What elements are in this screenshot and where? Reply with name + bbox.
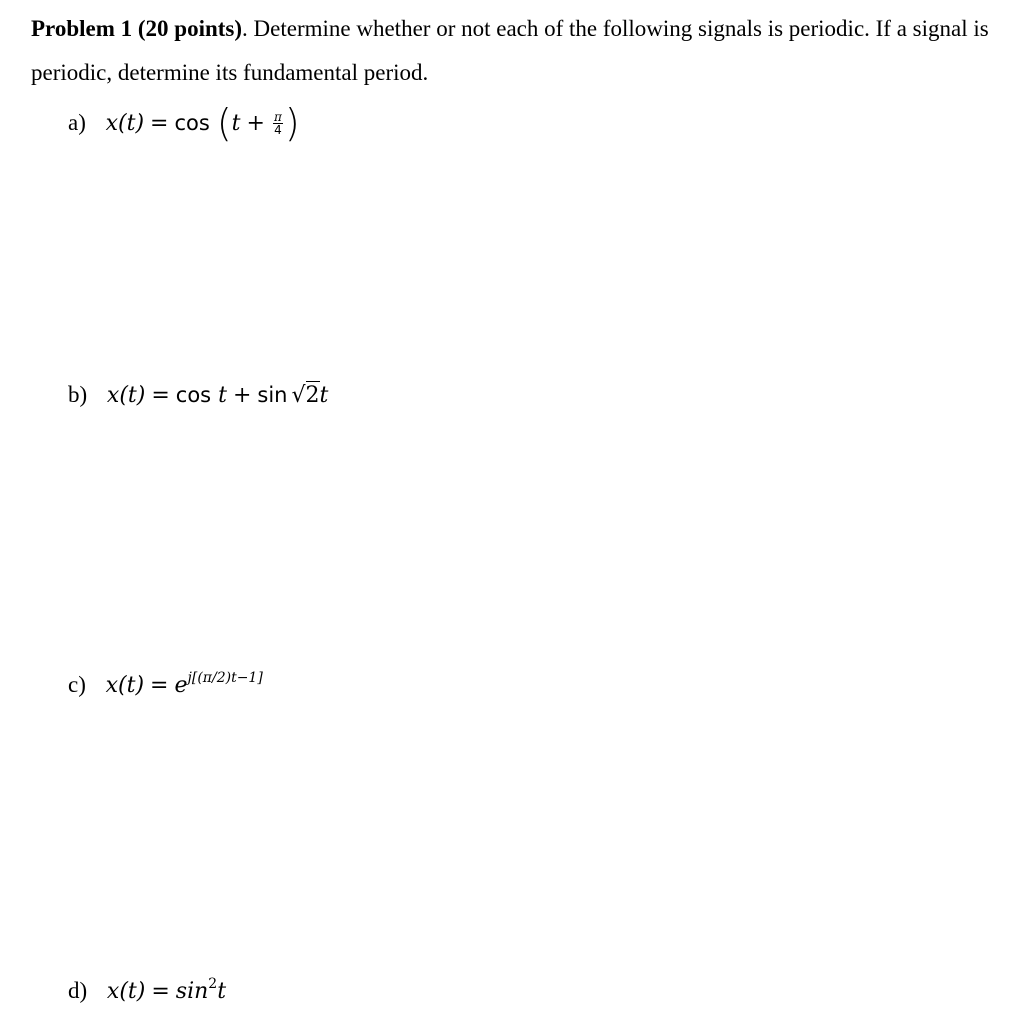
part-a-equals: = bbox=[150, 111, 169, 136]
part-d-lhs: x(t) bbox=[106, 979, 146, 1004]
part-a-frac-num: π bbox=[273, 110, 282, 124]
part-b-sqrt-content: 2 bbox=[305, 383, 320, 408]
part-d-power: 2 bbox=[208, 976, 218, 992]
part-c-label: c) bbox=[68, 672, 86, 697]
part-a-plus: + bbox=[246, 111, 265, 136]
part-a-paren-open: ( bbox=[216, 101, 232, 145]
part-a-fraction bbox=[273, 111, 283, 136]
part-c-equation bbox=[105, 670, 263, 698]
part-c-lhs: x(t) bbox=[105, 673, 145, 698]
part-d bbox=[68, 978, 226, 1004]
part-a-var: t bbox=[231, 111, 241, 136]
part-b-sqrt-icon: √ bbox=[291, 383, 306, 408]
part-d-equals: = bbox=[151, 979, 170, 1004]
part-b-cos: cos bbox=[175, 383, 212, 407]
part-b-equation bbox=[107, 383, 328, 408]
part-b-var2: t bbox=[319, 383, 329, 408]
part-a-lhs: x(t) bbox=[105, 111, 145, 136]
part-a-equation bbox=[105, 101, 300, 145]
part-a-frac-den: 4 bbox=[274, 123, 282, 137]
part-c bbox=[68, 672, 263, 698]
problem-heading: Problem 1 (20 points) bbox=[31, 16, 243, 41]
part-b-var1: t bbox=[218, 383, 227, 408]
part-b bbox=[68, 382, 328, 408]
part-d-var: t bbox=[217, 979, 227, 1004]
part-c-base: e bbox=[174, 673, 188, 698]
part-b-label: b) bbox=[68, 382, 88, 407]
part-a bbox=[68, 101, 300, 145]
part-c-equals: = bbox=[150, 673, 169, 698]
part-b-plus: + bbox=[232, 383, 252, 408]
part-b-equals: = bbox=[151, 383, 170, 408]
part-b-sin: sin bbox=[257, 383, 288, 407]
part-a-label: a) bbox=[68, 110, 86, 135]
problem-text: Determine whether or not each of the following signals is periodic. If a signal is periodic, determine its fundamental period. bbox=[31, 16, 989, 85]
part-a-paren-close: ) bbox=[284, 101, 300, 145]
part-b-lhs: x(t) bbox=[106, 383, 146, 408]
problem-statement bbox=[31, 7, 1006, 95]
part-d-equation bbox=[106, 976, 227, 1004]
problem-heading-period: . bbox=[242, 16, 248, 41]
part-d-label: d) bbox=[68, 978, 88, 1003]
part-a-cos: cos bbox=[174, 111, 210, 135]
part-c-exponent: j[(π/2)t−1] bbox=[187, 670, 263, 686]
part-d-sin: sin bbox=[175, 979, 209, 1004]
